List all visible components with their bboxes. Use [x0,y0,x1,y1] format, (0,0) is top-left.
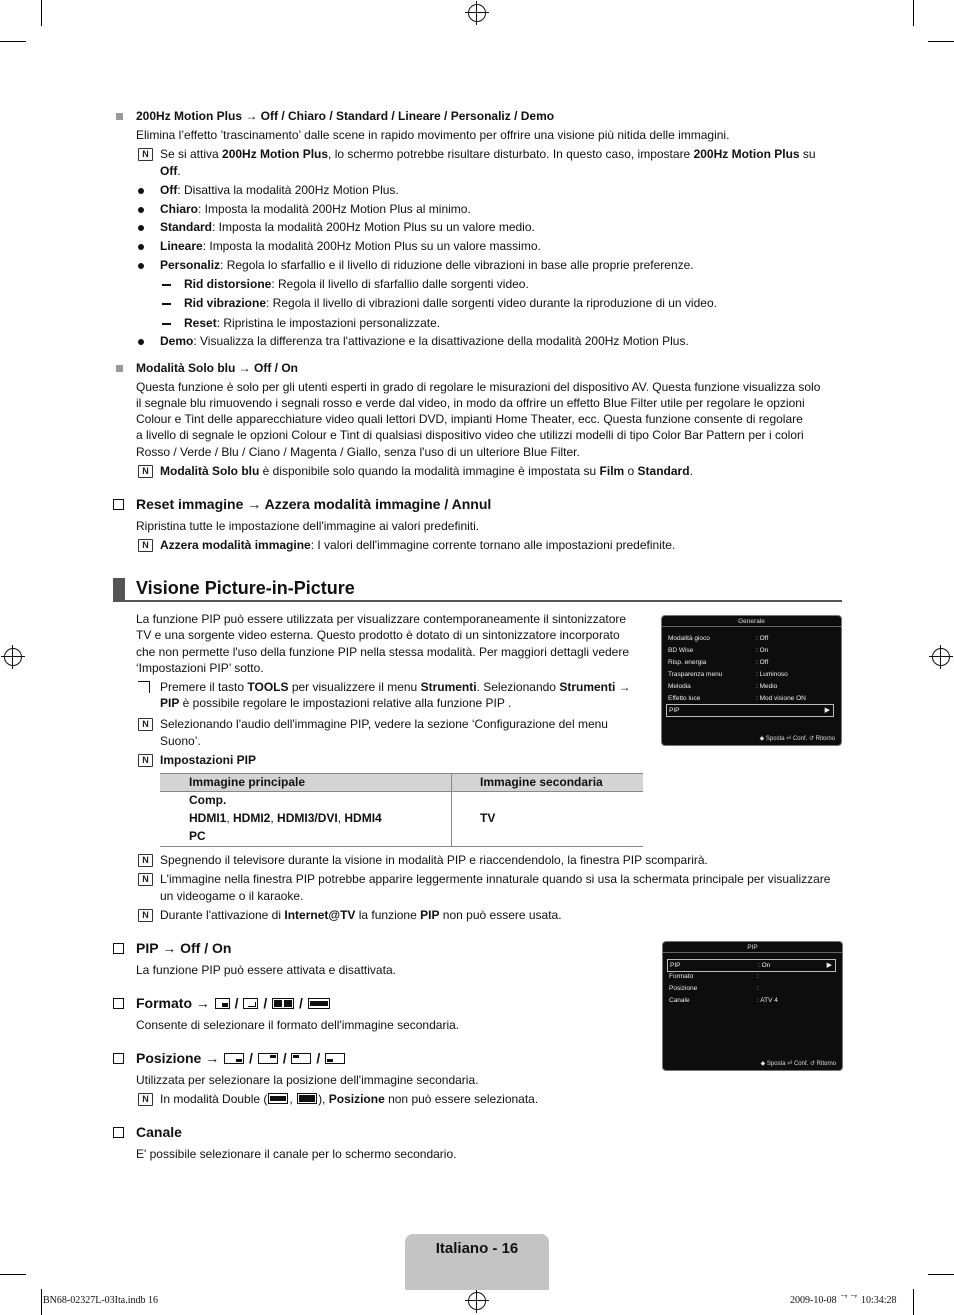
menu-row: Formato : [669,973,759,980]
note-text: Durante l'attivazione di Internet@TV la funzione PIP non può essere usata. [160,908,562,922]
bullet-icon [138,339,144,345]
table-cell: Comp. [189,793,227,807]
bullet-square-icon [116,365,123,372]
setting-heading: Formato → / / / [136,995,331,1012]
note-icon: N [138,718,153,731]
setting-title: Modalità Solo blu → Off / On [136,361,298,375]
menu-row-selected: PIP ▶ [666,704,834,717]
section-bar [113,578,125,601]
sub-item: Reset: Ripristina le impostazioni personalizzate. [184,316,441,330]
table-divider [451,773,452,847]
crop-mark [41,0,42,26]
dash-icon [162,323,171,325]
setting-heading: Canale [136,1124,182,1140]
note-text: Off. [160,164,181,178]
crop-mark [0,1274,26,1275]
table-header-cell: Immagine principale [189,775,306,789]
paragraph-line: a livello di segnale le opzioni Colour e Tint di qualsiasi dispositivo video che utilizzi modelli di tipo Color Bar Pattern per i colori [136,428,804,442]
menu-row: BD Wise : On [668,647,769,654]
setting-description: Utilizzata per selezionare la posizione dell'immagine secondaria. [136,1073,479,1087]
setting-title: 200Hz Motion Plus → Off / Chiaro / Standard / Lineare / Personaliz / Demo [136,109,555,123]
menu-row: Risp. energia : Off [668,659,769,666]
tools-note: Premere il tasto TOOLS per visualizzere il menu Strumenti. Selezionando Strumenti → [160,680,631,694]
note-text: Suono’. [160,734,201,748]
note-icon: N [138,148,153,161]
note-icon: N [138,909,153,922]
paragraph-line: il segnale blu rimuovendo i segnali rosso e verde dal video, in modo da offrire un effetto Blue Filter utile per regolare le opzioni [136,396,805,410]
section-title: Visione Picture-in-Picture [136,578,355,598]
note-icon: N [138,854,153,867]
note-icon: N [138,873,153,886]
tools-note: PIP è possibile regolare le impostazioni relative alla funzione PIP . [160,696,512,710]
bullet-icon [138,188,144,194]
double-screen-wide-icon [308,998,330,1009]
menu-row: Canale : ATV 4 [669,997,778,1004]
note-text: In modalità Double ( , ), Posizione non può essere selezionata. [160,1092,539,1106]
checkbox-icon [113,499,124,510]
note-text: Azzera modalità immagine: I valori dell'immagine corrente tornano alle impostazioni predefinite. [160,538,676,552]
menu-row: Modalità gioco : Off [668,635,769,642]
paragraph-line: TV e una sorgente video esterna. Questo prodotto è dotato di un sintonizzatore incorporato [136,628,620,642]
menu-row: Posizione : [669,985,759,992]
footer-file: BN68-02327L-03Ita.indb 16 [43,1295,158,1306]
checkbox-icon [113,1053,124,1064]
position-top-right-icon [258,1053,278,1064]
note-text: Selezionando l'audio dell'immagine PIP, vedere la sezione ‘Configurazione del menu [160,717,608,731]
registration-mark-icon [932,648,950,666]
crop-mark [41,1289,42,1315]
double-screen-icon [272,998,294,1009]
table-cell: TV [480,811,496,825]
bullet-square-icon [116,113,123,120]
tv-menu-generale [661,615,842,746]
note-text: L'immagine nella finestra PIP potrebbe apparire leggermente innaturale quando si usa la schermata principale per visualizzare [160,872,831,886]
list-item: Standard: Imposta la modalità 200Hz Motion Plus su un valore medio. [160,220,535,234]
position-bottom-left-icon [325,1053,345,1064]
note-text: un videogame o il karaoke. [160,889,304,903]
paragraph-line: Questa funzione è solo per gli utenti esperti in grado di regolare le misurazioni del dispositivo AV. Questa funzione visualizza solo [136,380,821,394]
table-cell: PC [189,829,206,843]
position-top-left-icon [291,1053,311,1064]
paragraph-line: che non permette l'uso della funzione PIP nella stessa modalità. Per maggiori dettagli vedere [136,645,630,659]
registration-mark-icon [468,4,486,22]
page-label: Italiano - 16 [435,1240,519,1257]
double-screen-wide-icon [268,1093,288,1104]
bullet-icon [138,207,144,213]
tv-menu-pip [662,941,843,1071]
table-cell: HDMI1, HDMI2, HDMI3/DVI, HDMI4 [189,811,382,825]
checkbox-icon [113,943,124,954]
setting-description: La funzione PIP può essere attivata e disattivata. [136,963,396,977]
paragraph-line: Colour e Tint delle apparecchiature video quali lettori DVD, impianti Home Theater, ecc. Questa funzione consente di regolare [136,412,803,426]
list-item: Personaliz: Regola lo sfarfallio e il livello di riduzione delle vibrazioni in base alle proprie preferenze. [160,258,694,272]
menu-footer: ◆ Sposta ⏎ Conf. ↺ Ritorno [760,1061,836,1067]
registration-mark-icon [468,1292,486,1310]
sub-item: Rid distorsione: Regola il livello di sfarfallio dalle sorgenti video. [184,277,529,291]
section-rule [113,600,842,602]
note-icon: N [138,465,153,478]
sub-item: Rid vibrazione: Regola il livello di vibrazioni dalle sorgenti video durante la riproduzione di un video. [184,296,717,310]
setting-heading: Posizione → / / / [136,1050,346,1067]
checkbox-icon [113,998,124,1009]
crop-mark [913,1289,914,1315]
bullet-icon [138,225,144,231]
crop-mark [0,41,26,42]
paragraph-line: ‘Impostazioni PIP’ sotto. [136,661,264,675]
setting-heading: PIP → Off / On [136,940,232,956]
position-bottom-right-icon [224,1053,244,1064]
pip-format-large-icon [243,998,258,1009]
bullet-icon [138,263,144,269]
checkbox-icon [113,1127,124,1138]
setting-description: Consente di selezionare il formato dell'immagine secondaria. [136,1018,460,1032]
paragraph-line: Rosso / Verde / Blu / Ciano / Magenta / Giallo, senza l'uso di un ulteriore Blue Filter. [136,445,580,459]
bullet-icon [138,244,144,250]
setting-description: Ripristina tutte le impostazione dell'immagine ai valori predefiniti. [136,519,480,533]
note-icon: N [138,539,153,552]
note-icon: N [138,1093,153,1106]
list-item: Demo: Visualizza la differenza tra l'attivazione e la disattivazione della modalità 200Hz Motion Plus. [160,334,689,348]
double-screen-icon [297,1093,317,1104]
menu-footer: ◆ Sposta ⏎ Conf. ↺ Ritorno [759,736,835,742]
paragraph-line: La funzione PIP può essere utilizzata per visualizzare contemporaneamente il sintonizzatore [136,612,627,626]
setting-description: E' possibile selezionare il canale per lo schermo secondario. [136,1147,457,1161]
crop-mark [913,0,914,26]
table-header-cell: Immagine secondaria [480,775,603,789]
note-text: Spegnendo il televisore durante la visione in modalità PIP e riaccendendolo, la finestra PIP scomparirà. [160,853,708,867]
note-text: Se si attiva 200Hz Motion Plus, lo schermo potrebbe risultare disturbato. In questo caso, impostare 200Hz Motion Plus su [160,147,816,161]
pip-format-small-icon [215,998,230,1009]
menu-row: Trasparenza menu : Luminoso [668,671,788,678]
menu-row: Melodia : Medio [668,683,778,690]
table-caption: Impostazioni PIP [160,753,257,767]
setting-heading: Reset immagine → Azzera modalità immagine / Annul [136,496,492,512]
list-item: Lineare: Imposta la modalità 200Hz Motion Plus su un valore massimo. [160,239,541,253]
list-item: Chiaro: Imposta la modalità 200Hz Motion Plus al minimo. [160,202,471,216]
dash-icon [162,303,171,305]
note-text: Modalità Solo blu è disponibile solo quando la modalità immagine è impostata su Film o Standard. [160,464,693,478]
table-bottom-rule [160,846,643,847]
menu-row: Effetto luce : Mod visione ON [668,695,806,702]
menu-row-selected: PIP : On ▶ [667,959,836,972]
footer-date: 2009-10-08 ᄀᄀ 10:34:28 [790,1295,897,1306]
setting-description: Elimina l’effetto ’trascinamento’ dalle scene in rapido movimento per offrire una visione più nitida delle immagini. [136,128,730,142]
tools-icon [138,681,150,693]
registration-mark-icon [4,648,22,666]
crop-mark [928,41,954,42]
list-item: Off: Disattiva la modalità 200Hz Motion Plus. [160,183,399,197]
menu-header: Generale [662,617,841,627]
dash-icon [162,284,171,286]
menu-header: PIP [663,943,842,953]
crop-mark [928,1274,954,1275]
note-icon: N [138,754,153,767]
